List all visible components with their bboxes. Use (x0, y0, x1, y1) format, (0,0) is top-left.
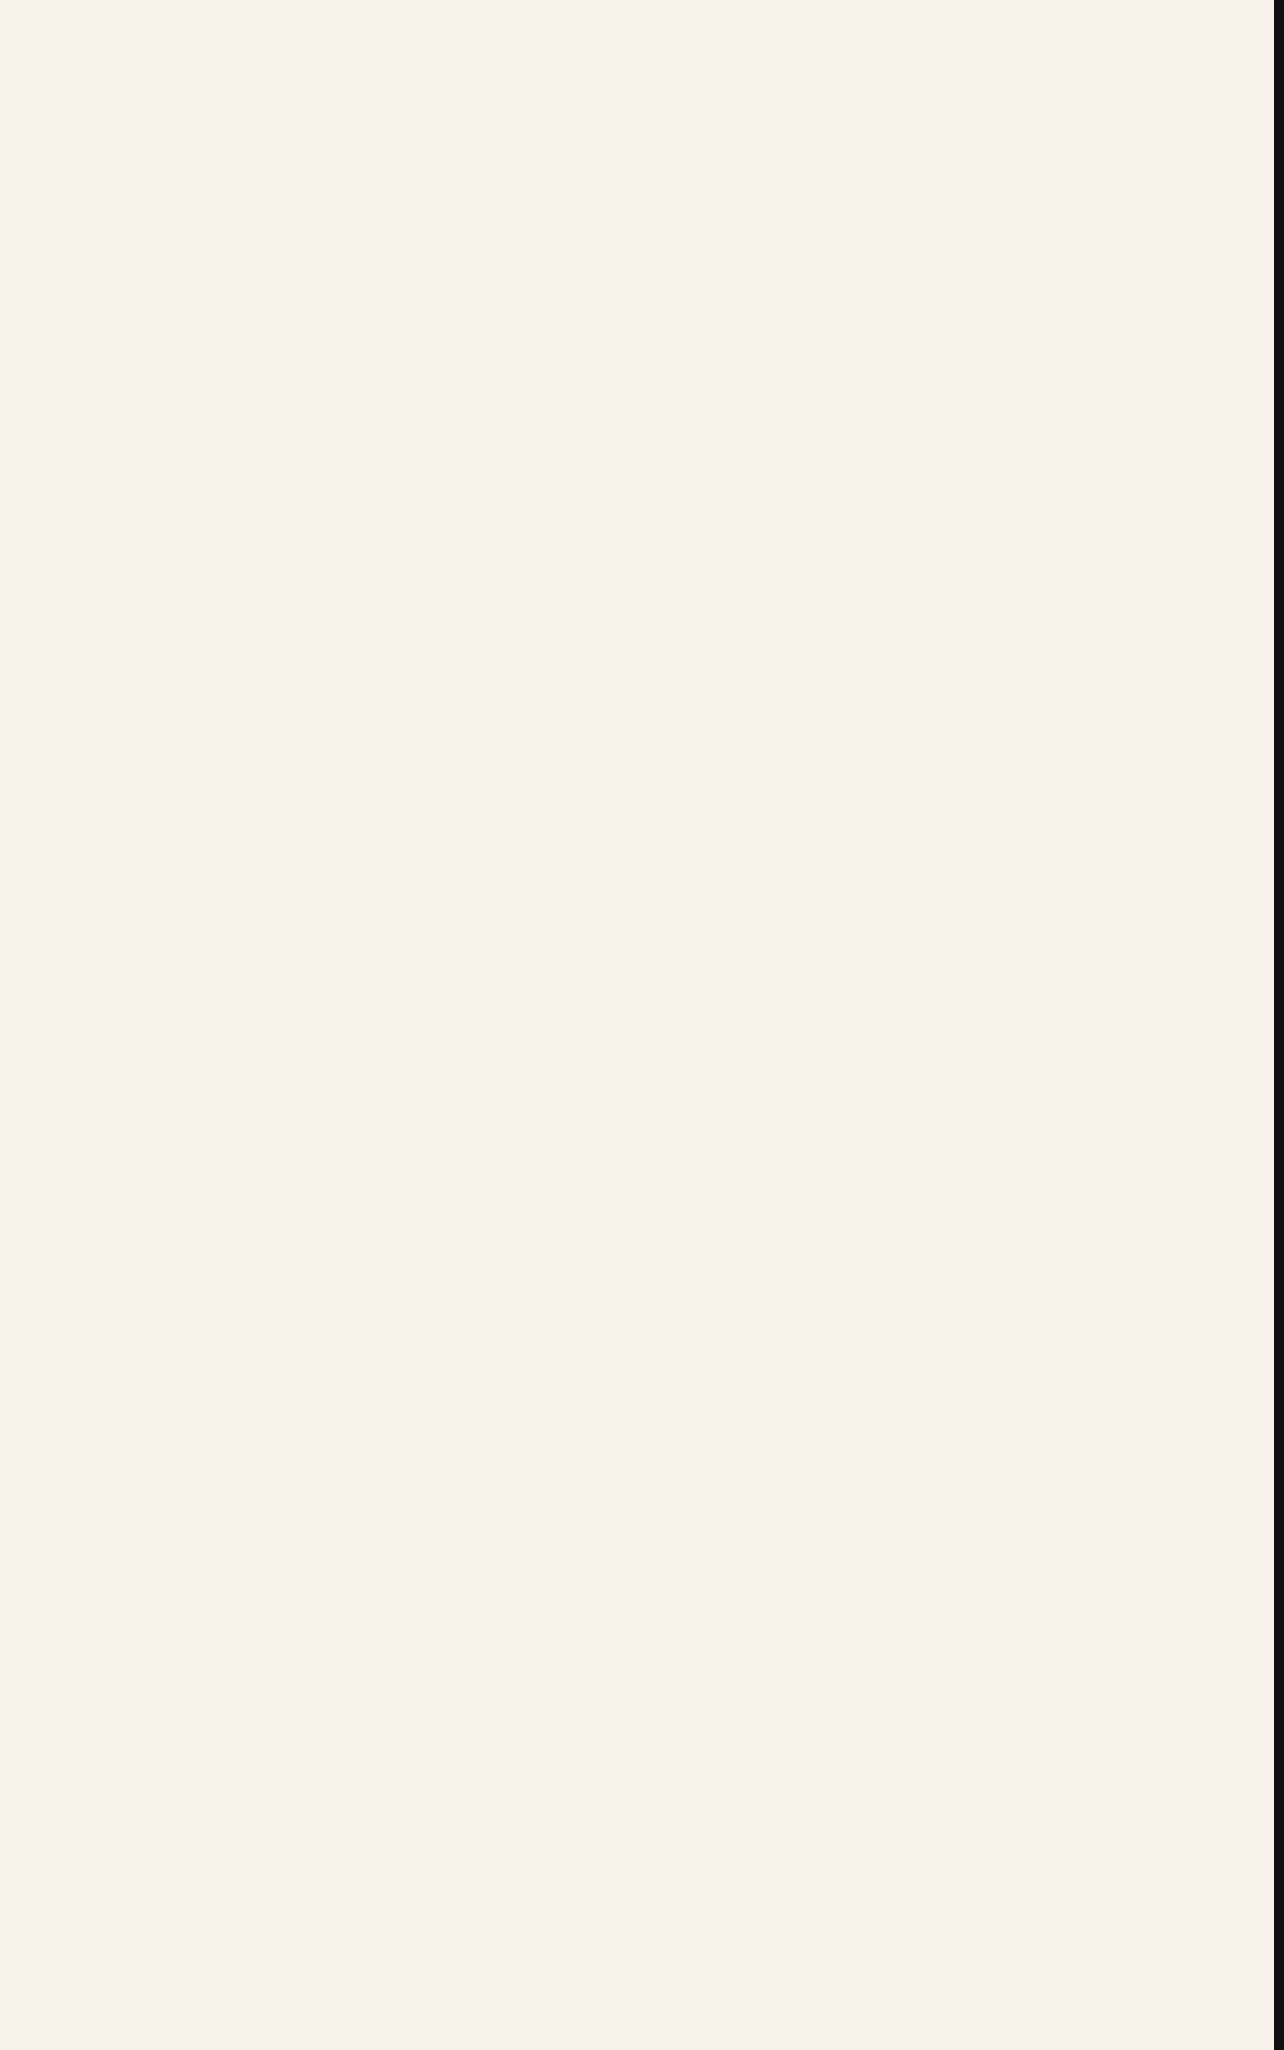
scan-edge (1274, 0, 1284, 2050)
